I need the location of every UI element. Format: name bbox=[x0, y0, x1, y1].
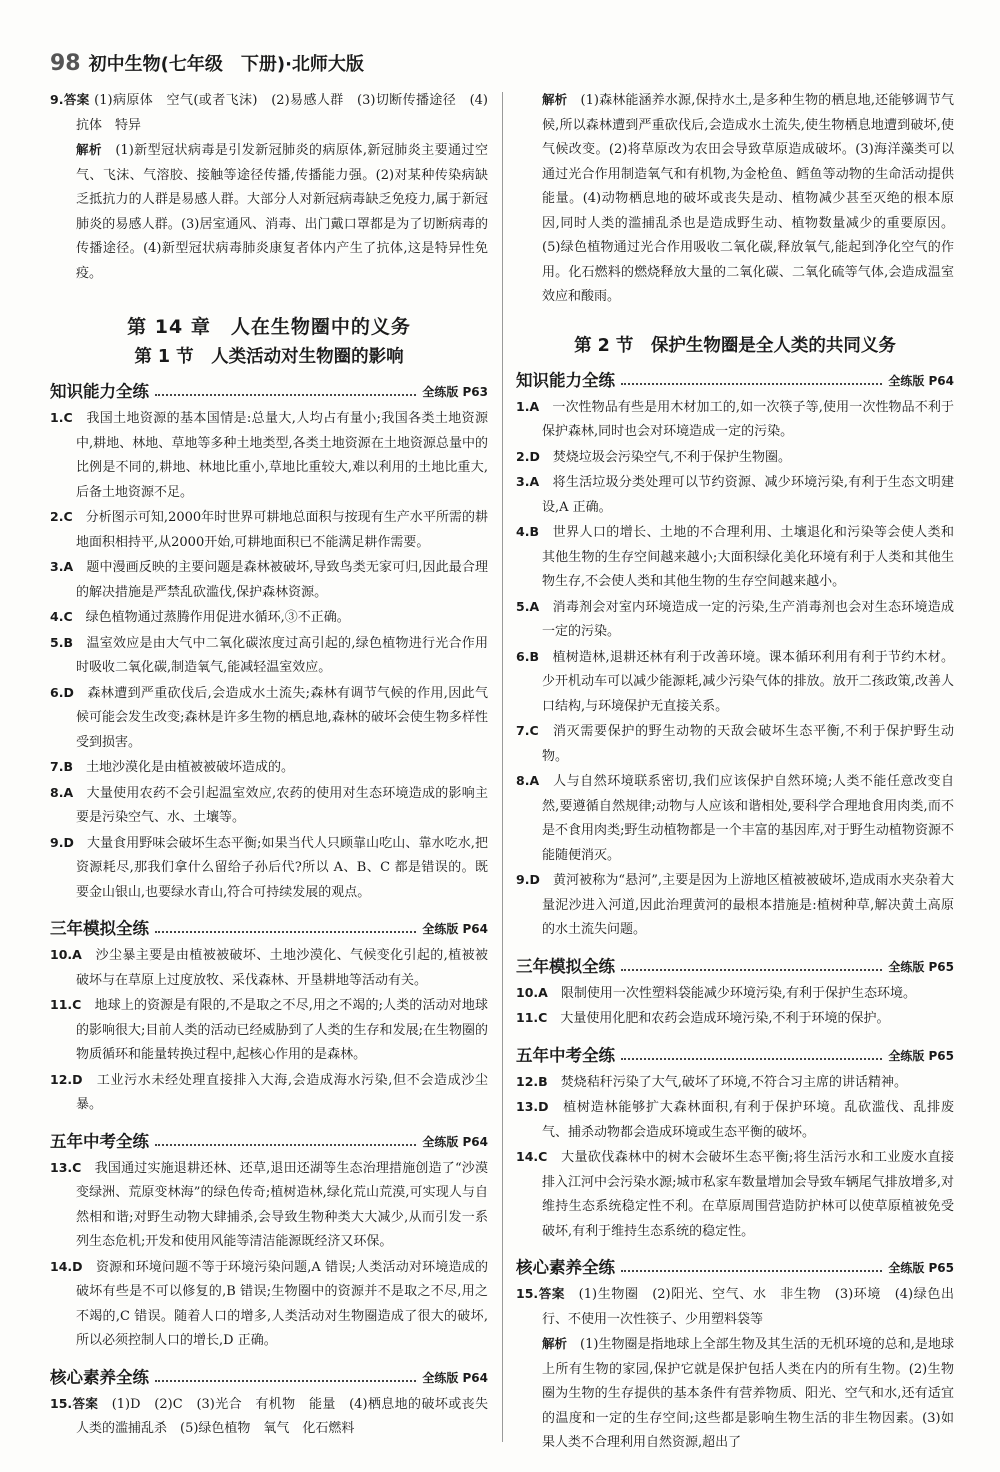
section-heading: 核心素养全练 bbox=[50, 1367, 149, 1387]
explanation bbox=[516, 1332, 954, 1456]
item-text: 植树造林能够扩大森林面积,有利于保护环境。乱砍滥伐、乱排废气、捕杀动物都会造成环境或生态平衡的破坏。 bbox=[542, 1100, 954, 1140]
answer-item bbox=[516, 645, 954, 720]
explanation bbox=[50, 138, 488, 286]
page-reference: 全练版 P64 bbox=[422, 1370, 488, 1385]
item-text: 地球上的资源是有限的,不是取之不尽,用之不竭的;人类的活动对地球的影响很大;目前人类的活动已经威胁到了人类的生存和发展;在生物圈的物质循环和能量转换过程中,起核心作用的是森林。 bbox=[76, 998, 488, 1062]
item-number: 9.D bbox=[516, 872, 540, 887]
item-text: 人与自然环境联系密切,我们应该保护自然环境;人类不能任意改变自然,要遵循自然规律;动物与人应该和谐相处,要科学合理地食用肉类,而不是不食用肉类;野生动植物都是一个丰富的基因库,对于野生动植物资源不能随便消灭。 bbox=[542, 774, 954, 863]
item-text: 一次性物品有些是用木材加工的,如一次筷子等,使用一次性物品不利于保护森林,同时也会对环境造成一定的污染。 bbox=[542, 399, 954, 439]
page-reference: 全练版 P64 bbox=[422, 922, 488, 936]
answer-item bbox=[516, 981, 954, 1007]
answer-item bbox=[516, 1070, 954, 1096]
section-title: 第 2 节 保护生物圈是全人类的共同义务 bbox=[574, 335, 896, 356]
item-text: 森林遭到严重砍伐后,会造成水土流失;森林有调节气候的作用,因此气候可能会发生改变;森林是许多生物的栖息地,森林的破坏会使生物多样性受到损害。 bbox=[76, 685, 488, 750]
item-text: 焚烧垃圾会污染空气,不利于保护生物圈。 bbox=[552, 449, 791, 465]
item-number: 10.A bbox=[50, 947, 82, 962]
item-number: 8.A bbox=[50, 784, 74, 800]
section-block bbox=[516, 1254, 954, 1332]
item-number: 2.C bbox=[50, 509, 73, 524]
answer-item bbox=[50, 631, 488, 681]
section-header bbox=[50, 915, 488, 939]
dotted-leader bbox=[155, 1144, 416, 1146]
dotted-leader bbox=[155, 1380, 416, 1382]
answer-item bbox=[50, 993, 488, 1068]
section-block bbox=[50, 1128, 488, 1354]
page-reference: 全练版 P64 bbox=[888, 373, 954, 388]
page-reference: 全练版 P64 bbox=[422, 1134, 488, 1149]
item-text: 绿色植物通过蒸腾作用促进水循环,③不正确。 bbox=[85, 610, 350, 625]
item-number: 15.答案 bbox=[50, 1395, 99, 1411]
section-header bbox=[50, 1364, 488, 1388]
item-number: 6.B bbox=[516, 648, 539, 664]
section-heading: 知识能力全练 bbox=[516, 370, 615, 390]
answer-item bbox=[50, 505, 488, 555]
item-text: 黄河被称为“悬河”,主要是因为上游地区植被被破坏,造成雨水夹杂着大量泥沙进入河道,因此治理黄河的最根本措施是:植树种草,解决黄土高原的水土流失问题。 bbox=[542, 873, 954, 937]
explanation-text: (1)森林能涵养水源,保持水土,是多种生物的栖息地,还能够调节气候,所以森林遭到严重砍伐后,会造成水土流失,使生物栖息地遭到破坏,使气候改变。(2)将草原改为农田会导致草原造成破坏。(3)海洋藻类可以通过光合作用制造氧气和有机物,为金枪鱼、鳕鱼等动物的生命活动提供能量。(4)动物栖息地的破坏或丧失是动、植物减少甚至灭绝的根本原因,同时人类的滥捕乱杀也是造成野生动、植物数量减少的重要原因。(5)绿色植物通过光合作用吸收二氧化碳,释放氧气,能起到净化空气的作用。化石燃料的燃烧释放大量的二氧化碳、二氧化硫等气体,会造成温室效应和酸雨。 bbox=[542, 93, 954, 304]
dotted-leader bbox=[621, 1058, 882, 1060]
item-text: 题中漫画反映的主要问题是森林被破坏,导致鸟类无家可归,因此最合理的解决措施是严禁乱砍滥伐,保护森林资源。 bbox=[76, 560, 488, 600]
section-header bbox=[516, 367, 954, 391]
chapter-title: 第 14 章 人在生物圈中的义务 bbox=[127, 316, 411, 338]
explanation-tag: 解析 bbox=[542, 1336, 568, 1351]
item-text: 大量食用野味会破坏生态平衡;如果当代人只顾靠山吃山、靠水吃水,把资源耗尽,那我们拿什么留给子孙后代?所以 A、B、C 都是错误的。既要金山银山,也要绿水青山,符合可持续发展的观点。 bbox=[76, 835, 488, 900]
answer-item bbox=[50, 88, 488, 138]
section-heading: 知识能力全练 bbox=[50, 382, 149, 401]
answer-item bbox=[50, 1255, 488, 1354]
item-text: 植树造林,退耕还林有利于改善环境。课本循环利用有利于节约木材。少开机动车可以减少能源耗,减少污染气体的排放。放开二孩政策,改善人口结构,与环境保护无直接关系。 bbox=[542, 649, 954, 714]
item-number: 2.D bbox=[516, 448, 540, 464]
right-column bbox=[516, 88, 954, 1456]
item-text: 沙尘暴主要是由植被被破坏、土地沙漠化、气候变化引起的,植被被破坏与在草原上过度放牧、采伐森林、开垦耕地等活动有关。 bbox=[76, 948, 488, 988]
dotted-leader bbox=[155, 931, 416, 933]
answer-item bbox=[516, 395, 954, 445]
section-header bbox=[50, 378, 488, 402]
section-heading: 三年模拟全练 bbox=[50, 919, 149, 938]
item-number: 7.C bbox=[516, 723, 539, 738]
section-header bbox=[516, 953, 954, 977]
item-text: 限制使用一次性塑料袋能减少环境污染,有利于保护生态环境。 bbox=[560, 985, 916, 1001]
page-reference: 全练版 P65 bbox=[888, 1261, 954, 1275]
answer-item bbox=[50, 1156, 488, 1255]
section-heading: 五年中考全练 bbox=[516, 1045, 615, 1065]
answer-item bbox=[50, 943, 488, 993]
item-number: 13.C bbox=[50, 1159, 82, 1175]
page-reference: 全练版 P63 bbox=[422, 385, 488, 399]
answer-item bbox=[50, 831, 488, 906]
answer-item bbox=[516, 868, 954, 943]
item-number: 11.C bbox=[50, 997, 82, 1012]
page-number: 98 bbox=[50, 50, 81, 76]
answer-item bbox=[50, 1392, 502, 1442]
item-text: 消灭需要保护的野生动物的天敌会破坏生态平衡,不利于保护野生动物。 bbox=[542, 724, 954, 764]
answer-item bbox=[516, 445, 954, 471]
item-number: 5.A bbox=[516, 598, 540, 614]
answer-item bbox=[50, 1068, 488, 1118]
item-number: 4.B bbox=[516, 524, 539, 539]
item-text: (1)生物圈 (2)阳光、空气、水 非生物 (3)环境 (4)绿色出行、不使用一次性筷子、少用塑料袋等 bbox=[542, 1287, 954, 1327]
item-number: 1.C bbox=[50, 410, 73, 425]
item-text: 将生活垃圾分类处理可以节约资源、减少环境污染,有利于生态文明建设,A 正确。 bbox=[542, 475, 954, 515]
section-header bbox=[516, 1254, 954, 1278]
item-number: 14.D bbox=[50, 1258, 83, 1274]
section-heading: 三年模拟全练 bbox=[516, 956, 615, 976]
item-number: 14.C bbox=[516, 1149, 548, 1164]
answer-item bbox=[516, 719, 954, 769]
item-number: 3.A bbox=[516, 474, 540, 489]
item-text: 工业污水未经处理直接排入大海,会造成海水污染,但不会造成沙尘暴。 bbox=[76, 1072, 488, 1112]
book-title: 初中生物(七年级 下册)·北师大版 bbox=[88, 54, 364, 75]
item-text: 世界人口的增长、土地的不合理利用、土壤退化和污染等会使人类和其他生物的生存空间越来越小;大面积绿化美化环境有利于人类和其他生物生存,不会使人类和其他生物的生存空间越来越小。 bbox=[542, 525, 954, 589]
item-number: 3.A bbox=[50, 559, 74, 574]
page-reference: 全练版 P65 bbox=[888, 1048, 954, 1063]
item-number: 9.D bbox=[50, 834, 74, 850]
dotted-leader bbox=[155, 394, 416, 396]
answer-item bbox=[516, 1095, 954, 1145]
page-reference: 全练版 P65 bbox=[888, 959, 954, 974]
explanation-tag: 解析 bbox=[76, 142, 102, 157]
item-number: 15.答案 bbox=[516, 1286, 566, 1301]
answer-item bbox=[516, 1145, 954, 1244]
item-text: 大量使用农药不会引起温室效应,农药的使用对生态环境造成的影响主要是污染空气、水、土壤等。 bbox=[76, 785, 488, 825]
item-number: 5.B bbox=[50, 634, 73, 650]
column-divider bbox=[502, 92, 503, 1442]
item-number: 9.答案 bbox=[50, 92, 90, 107]
item-number: 4.C bbox=[50, 609, 73, 624]
item-text: 温室效应是由大气中二氧化碳浓度过高引起的,绿色植物进行光合作用时吸收二氧化碳,制造氧气,能减轻温室效应。 bbox=[76, 635, 488, 675]
item-text: 焚烧秸秆污染了大气,破坏了环境,不符合习主席的讲话精神。 bbox=[560, 1074, 907, 1090]
section-block bbox=[50, 1364, 502, 1442]
section-heading: 核心素养全练 bbox=[516, 1258, 615, 1277]
item-text: 我国土地资源的基本国情是:总量大,人均占有量小;我国各类土地资源中,耕地、林地、草地等多种土地类型,各类土地资源在土地资源总量中的比例是不同的,耕地、林地比重小,草地比重较大,难以利用的土地比重大,后备土地资源不足。 bbox=[76, 411, 488, 500]
explanation-text: (1)生物圈是指地球上全部生物及其生活的无机环境的总和,是地球上所有生物的家园,保护它就是保护包括人类在内的所有生物。(2)生物圈为生物的生存提供的基本条件有营养物质、阳光、空气和水,还有适宜的温度和一定的生存空间;这些都是影响生物生活的非生物因素。(3)如果人类不合理利用自然资源,超出了 bbox=[542, 1337, 954, 1450]
answer-item bbox=[516, 595, 954, 645]
item-number: 8.A bbox=[516, 773, 540, 788]
item-text: 土地沙漠化是由植被被破坏造成的。 bbox=[86, 760, 295, 775]
dotted-leader bbox=[621, 1270, 882, 1272]
answer-item bbox=[516, 769, 954, 868]
item-number: 7.B bbox=[50, 759, 73, 774]
explanation-tag: 解析 bbox=[542, 92, 568, 107]
section-block bbox=[50, 378, 488, 905]
item-text: (1)病原体 空气(或者飞沫) (2)易感人群 (3)切断传播途径 (4)抗体 特异 bbox=[76, 93, 488, 133]
item-number: 12.B bbox=[516, 1073, 548, 1089]
section-title: 第 1 节 人类活动对生物圈的影响 bbox=[134, 347, 404, 367]
section-block bbox=[516, 367, 954, 943]
item-number: 12.D bbox=[50, 1071, 83, 1087]
dotted-leader bbox=[621, 969, 882, 971]
page-header bbox=[50, 48, 364, 78]
explanation bbox=[516, 88, 954, 310]
item-text: 大量使用化肥和农药会造成环境污染,不利于环境的保护。 bbox=[560, 1011, 890, 1026]
answer-item bbox=[516, 470, 954, 520]
answer-item bbox=[50, 781, 488, 831]
explanation-text: (1)新型冠状病毒是引发新冠肺炎的病原体,新冠肺炎主要通过空气、飞沫、气溶胶、接触等途径传播,传播能力强。(2)对某种传染病缺乏抵抗力的人群是易感人群。大部分人对新冠病毒缺乏免疫力,属于新冠肺炎的易感人群。(3)居室通风、消毒、出门戴口罩都是为了切断病毒的传播途径。(4)新型冠状病毒肺炎康复者体内产生了抗体,这是特异性免疫。 bbox=[76, 143, 488, 281]
item-text: 我国通过实施退耕还林、还草,退田还湖等生态治理措施创造了“沙漠变绿洲、荒原变林海”的绿色传奇;植树造林,绿化荒山荒漠,可实现人与自然相和谐;对野生动物大肆捕杀,会导致生物种类大大减少,从而引发一系列生态危机;开发和使用风能等清洁能源既经济又环保。 bbox=[76, 1160, 488, 1249]
item-number: 11.C bbox=[516, 1010, 548, 1025]
item-text: (1)D (2)C (3)光合 有机物 能量 (4)栖息地的破坏或丧失 人类的滥捕乱杀 (5)绿色植物 氧气 化石燃料 bbox=[76, 1396, 502, 1436]
section-header bbox=[516, 1042, 954, 1066]
section-block bbox=[516, 953, 954, 1032]
section-block bbox=[50, 915, 488, 1118]
answer-item bbox=[50, 681, 488, 756]
left-column bbox=[50, 88, 502, 1442]
answer-item bbox=[516, 1282, 954, 1332]
answer-item bbox=[516, 1006, 954, 1032]
dotted-leader bbox=[621, 383, 882, 385]
section-heading: 五年中考全练 bbox=[50, 1131, 149, 1151]
answer-item bbox=[50, 605, 488, 631]
answer-item bbox=[50, 406, 488, 505]
item-text: 资源和环境问题不等于环境污染问题,A 错误;人类活动对环境造成的破坏有些是不可以修复的,B 错误;生物圈中的资源并不是取之不尽,用之不竭的,C 错误。随着人口的增多,人类活动对生物圈造成了很大的破坏,所以必须控制人口的增长,D 正确。 bbox=[76, 1259, 488, 1348]
section-block bbox=[516, 1042, 954, 1245]
item-number: 13.D bbox=[516, 1099, 549, 1114]
item-number: 10.A bbox=[516, 984, 548, 1000]
answer-item bbox=[50, 555, 488, 605]
item-number: 6.D bbox=[50, 684, 74, 700]
item-text: 大量砍伐森林中的树木会破坏生态平衡;将生活污水和工业废水直接排入江河中会污染水源;城市私家车数量增加会导致车辆尾气排放增多,对维持生态系统稳定性不利。在草原周围营造防护林可以使草原植被免受破坏,有利于维持生态系统的稳定性。 bbox=[542, 1150, 954, 1239]
item-text: 分析图示可知,2000年时世界可耕地总面积与按现有生产水平所需的耕地面积相持平,从2000开始,可耕地面积已不能满足耕作需要。 bbox=[76, 510, 488, 550]
item-number: 1.A bbox=[516, 398, 540, 414]
item-text: 消毒剂会对室内环境造成一定的污染,生产消毒剂也会对生态环境造成一定的污染。 bbox=[542, 599, 954, 639]
answer-item bbox=[516, 520, 954, 595]
answer-item bbox=[50, 755, 488, 781]
section-header bbox=[50, 1128, 488, 1152]
